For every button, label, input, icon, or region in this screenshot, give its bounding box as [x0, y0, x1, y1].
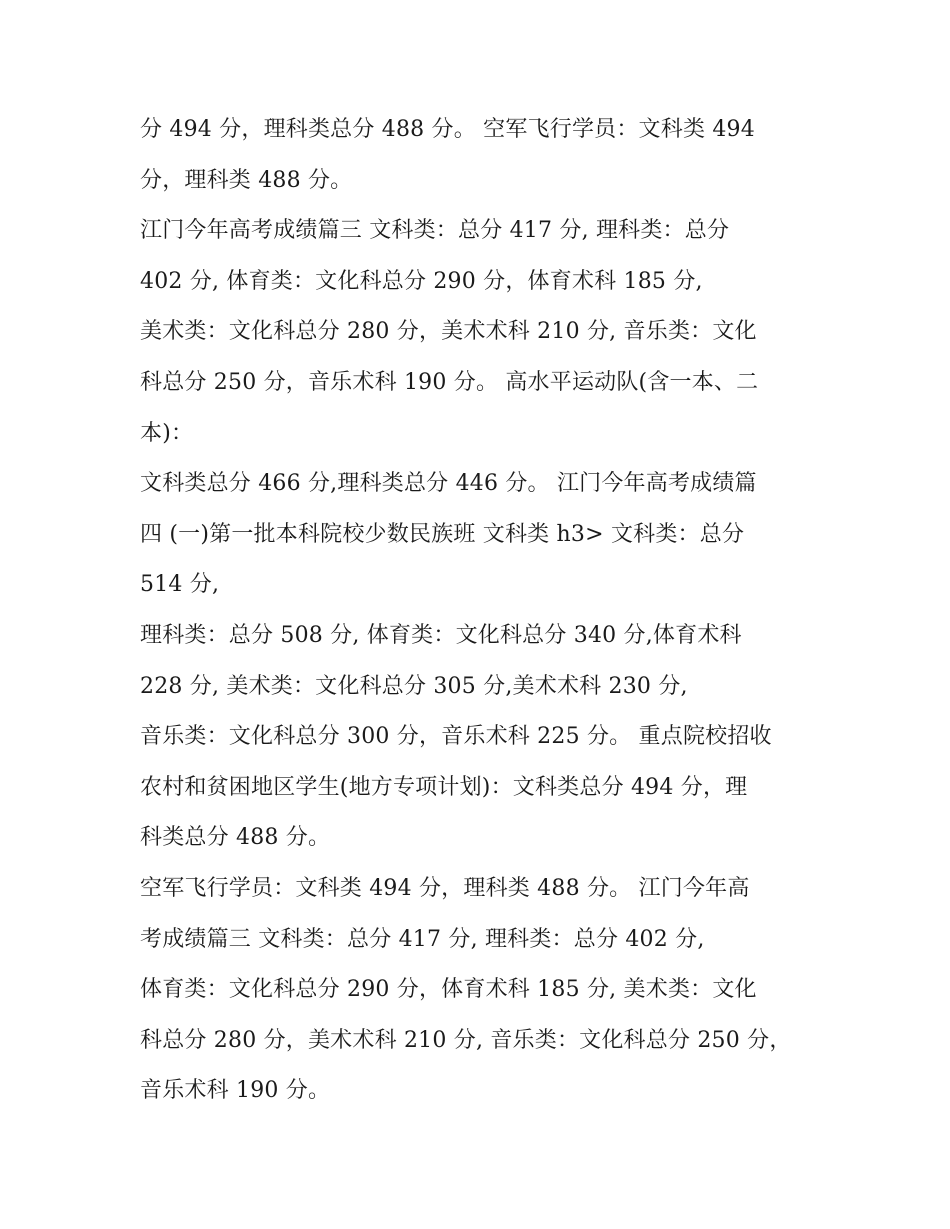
- text-line: 文科类总分 466 分,理科类总分 446 分。 江门今年高考成绩篇: [140, 471, 757, 497]
- text-line: 理科类：总分 508 分, 体育类：文化科总分 340 分,体育术科: [140, 622, 742, 648]
- body-text: [140, 105, 830, 1117]
- text-line: 体育类：文化科总分 290 分，体育术科 185 分, 美术类：文化: [140, 977, 757, 1003]
- text-line: 分，理科类 488 分。: [140, 167, 353, 193]
- text-line: 音乐类：文化科总分 300 分，音乐术科 225 分。 重点院校招收: [140, 724, 772, 750]
- text-line: 考成绩篇三 文科类：总分 417 分, 理科类：总分 402 分,: [140, 926, 705, 952]
- text-line: 农村和贫困地区学生(地方专项计划)：文科类总分 494 分，理: [140, 774, 748, 800]
- text-line: 空军飞行学员：文科类 494 分，理科类 488 分。 江门今年高: [140, 875, 750, 901]
- text-line: 音乐术科 190 分。: [140, 1078, 331, 1104]
- text-line: 科总分 250 分，音乐术科 190 分。 高水平运动队(含一本、二: [140, 369, 759, 395]
- text-line: 402 分, 体育类：文化科总分 290 分，体育术科 185 分,: [140, 268, 703, 294]
- text-line: 514 分,: [140, 572, 220, 598]
- text-line: 科类总分 488 分。: [140, 825, 331, 851]
- text-line: 四 (一)第一批本科院校少数民族班 文科类 h3> 文科类：总分: [140, 521, 745, 547]
- text-line: 江门今年高考成绩篇三 文科类：总分 417 分, 理科类：总分: [140, 218, 730, 244]
- text-line: 228 分, 美术类：文化科总分 305 分,美术术科 230 分,: [140, 673, 688, 699]
- text-line: 分 494 分，理科类总分 488 分。 空军飞行学员：文科类 494: [140, 117, 755, 142]
- text-line: 美术类：文化科总分 280 分，美术术科 210 分, 音乐类：文化: [140, 319, 757, 345]
- text-line: 本)：: [140, 420, 194, 446]
- text-line: 科总分 280 分，美术术科 210 分, 音乐类：文化科总分 250 分，: [140, 1027, 792, 1053]
